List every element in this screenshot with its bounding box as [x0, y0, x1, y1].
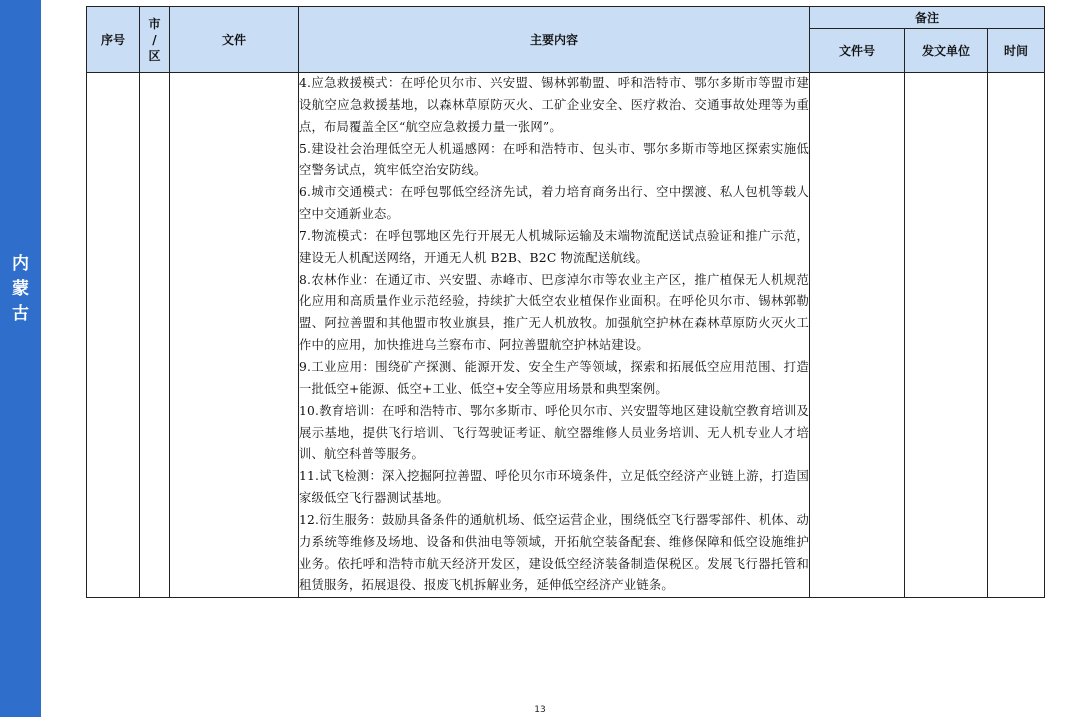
- header-issuer: 发文单位: [905, 29, 988, 73]
- side-band: [0, 0, 41, 717]
- content-paragraph: 6.城市交通模式：在呼包鄂低空经济先试，着力培育商务出行、空中摆渡、私人包机等载人空中交通新业态。: [299, 185, 809, 222]
- content-paragraph: 8.农林作业：在通辽市、兴安盟、赤峰市、巴彦淖尔市等农业主产区，推广植保无人机规范化应用和高质量作业示范经验，持续扩大低空农业植保作业面积。在呼伦贝尔市、锡林郭勒盟、阿拉善盟和其他盟市牧业旗县，推广无人机放牧。加强航空护林在森林草原防火灭火工作中的应用，加快推进乌兰察布市、阿拉善盟航空护林站建设。: [299, 272, 809, 353]
- cell-issuer: [905, 73, 988, 598]
- header-city: [140, 7, 170, 73]
- header-city-char: /: [152, 32, 157, 47]
- region-label: [0, 252, 41, 327]
- content-paragraph: 7.物流模式：在呼包鄂地区先行开展无人机城际运输及末端物流配送试点验证和推广示范，建设无人机配送网络，开通无人机 B2B、B2C 物流配送航线。: [299, 228, 809, 265]
- cell-seq: [87, 73, 140, 598]
- region-char: 蒙: [12, 279, 29, 299]
- cell-time: [988, 73, 1045, 598]
- header-time: 时间: [988, 29, 1045, 73]
- header-doc-no: 文件号: [810, 29, 905, 73]
- content-paragraph: 11.试飞检测：深入挖掘阿拉善盟、呼伦贝尔市环境条件，立足低空经济产业链上游，打造国家级低空飞行器测试基地。: [299, 469, 809, 506]
- policy-table: [86, 6, 1045, 598]
- header-remarks: 备注: [810, 7, 1045, 29]
- region-char: 古: [12, 304, 29, 324]
- cell-city: [140, 73, 170, 598]
- content-paragraph: 10.教育培训：在呼和浩特市、鄂尔多斯市、呼伦贝尔市、兴安盟等地区建设航空教育培训及展示基地，提供飞行培训、飞行驾驶证考证、航空器维修人员业务培训、无人机专业人才培训、航空科普等服务。: [299, 403, 809, 462]
- cell-doc-no: [810, 73, 905, 598]
- region-char: 内: [12, 254, 29, 274]
- cell-file: [170, 73, 299, 598]
- header-file: 文件: [170, 7, 299, 73]
- content-paragraph: 5.建设社会治理低空无人机遥感网：在呼和浩特市、包头市、鄂尔多斯市等地区探索实施低空警务试点，筑牢低空治安防线。: [299, 141, 809, 178]
- content-paragraph: 9.工业应用：围绕矿产探测、能源开发、安全生产等领域，探索和拓展低空应用范围、打造一批低空+能源、低空+工业、低空+安全等应用场景和典型案例。: [299, 359, 809, 396]
- page-number: 13: [534, 705, 546, 715]
- content-paragraph: 4.应急救援模式：在呼伦贝尔市、兴安盟、锡林郭勒盟、呼和浩特市、鄂尔多斯市等盟市建设航空应急救援基地，以森林草原防灭火、工矿企业安全、医疗救治、交通事故处理等为重点，布局覆盖全区“航空应急救援力量一张网”。: [299, 76, 809, 134]
- header-city-char: 区: [148, 48, 161, 63]
- cell-content: [299, 73, 810, 598]
- header-content: 主要内容: [299, 7, 810, 73]
- content-paragraph: 12.衍生服务：鼓励具备条件的通航机场、低空运营企业，围绕低空飞行器零部件、机体、动力系统等维修及场地、设备和供油电等领域，开拓航空装备配套、维修保障和低空设施维护业务。依托呼和浩特市航天经济开发区，建设低空经济装备制造保税区。发展飞行器托管和租赁服务，拓展退役、报废飞机拆解业务，延伸低空经济产业链条。: [299, 512, 809, 593]
- header-city-char: 市: [148, 16, 161, 31]
- table-row: [87, 73, 1045, 598]
- header-seq: 序号: [87, 7, 140, 73]
